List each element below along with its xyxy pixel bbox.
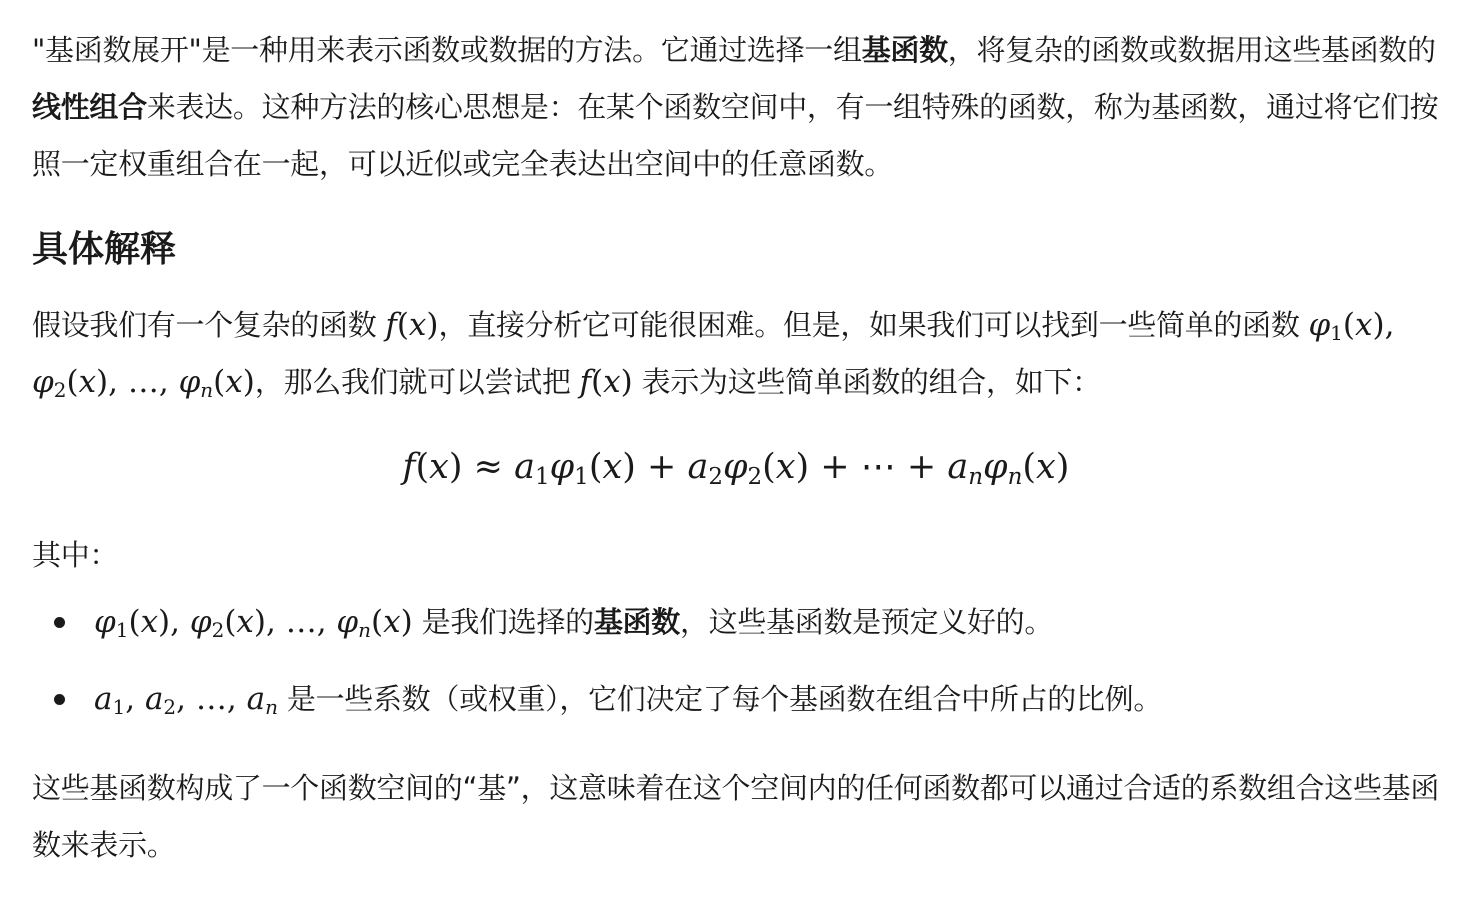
bullet-2-text: 是一些系数（或权重），它们决定了每个基函数在组合中所占的比例。: [277, 682, 1163, 716]
explain-text-4: 表示为这些简单函数的组合，如下：: [632, 365, 1101, 399]
definition-list: [32, 584, 1440, 738]
formula-math: $f(x) \approx a_1\varphi_1(x) + a_2\varphi_2(x)$ + ⋯ + $a_n\varphi_n(x)$: [402, 447, 1070, 490]
bullet-dot: [54, 617, 65, 628]
section-heading: 具体解释: [32, 229, 177, 270]
conclusion-paragraph: 这些基函数构成了一个函数空间的“基”，这意味着在这个空间内的任何函数都可以通过合适的系数组合这些基函数来表示。: [32, 771, 1440, 862]
intro-text-2: ，将复杂的函数或数据用这些基函数的: [947, 33, 1436, 67]
explain-text-3: ，那么我们就可以尝试把: [254, 365, 580, 399]
list-item-basis: [32, 584, 1440, 661]
intro-bold-linear-combination: 线性组合: [32, 90, 147, 124]
math-phi-list: $\varphi_1(x)$, $\varphi_2(x)$, …, $\varphi_n(x)$: [32, 307, 1395, 402]
list-item-coefficients: [32, 661, 1440, 738]
math-f-of-x-2: f(x): [579, 364, 633, 400]
bullet-1-text: 是我们选择的: [412, 605, 594, 639]
expansion-formula: [32, 421, 1440, 513]
bullet-1-tail: ，这些基函数是预定义好的。: [679, 605, 1054, 639]
explain-text-2: ，直接分析它可能很困难。但是，如果我们可以找到一些简单的函数: [438, 308, 1309, 342]
math-phi-list-2: $\varphi_1(x)$, $\varphi_2(x)$, …, $\varphi_n(x)$: [94, 604, 413, 642]
intro-paragraph: [32, 22, 1440, 193]
bullet-1-bold: 基函数: [593, 605, 680, 639]
bullet-dot: [54, 694, 65, 705]
where-label: 其中：: [32, 538, 119, 572]
intro-bold-basis-function: 基函数: [861, 33, 948, 67]
intro-text-1: "基函数展开"是一种用来表示函数或数据的方法。它通过选择一组: [32, 33, 862, 67]
explain-paragraph: [32, 297, 1440, 411]
explain-text-1: 假设我们有一个复杂的函数: [32, 308, 386, 342]
math-a-list: $a_1$, $a_2$, …, $a_n$: [94, 681, 278, 719]
intro-text-3: 来表达。这种方法的核心思想是：在某个函数空间中，有一组特殊的函数，称为基函数，通过将它们按照一定权重组合在一起，可以近似或完全表达出空间中的任意函数。: [32, 90, 1439, 181]
math-f-of-x: f(x): [385, 307, 439, 343]
